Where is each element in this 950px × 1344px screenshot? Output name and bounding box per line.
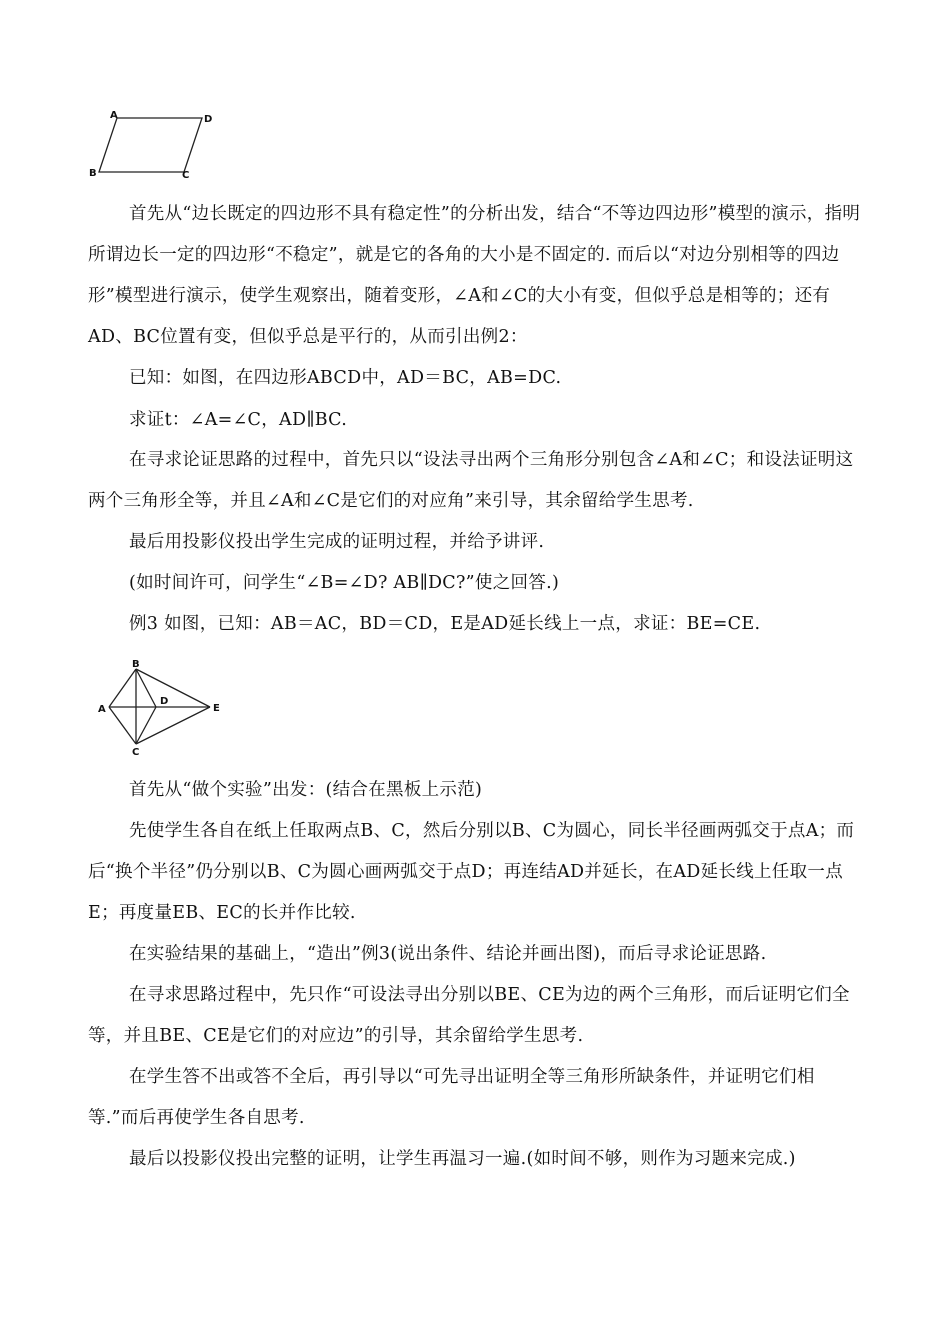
paragraph-experiment: 首先从“做个实验”出发：(结合在黑板上示范) [129,780,483,800]
paragraph-given-2: 已知：如图，在四边形ABCD中，AD＝BC，AB=DC. [129,368,562,388]
paragraph-question: (如时间许可，问学生“∠B=∠D? AB∥DC?”使之回答.) [129,573,560,593]
paragraph-steps: 先使学生各自在纸上任取两点B、C，然后分别以B、C为圆心，同长半径画两弧交于点A；而后“换个半径”仍分别以B、C为圆心画两弧交于点D；再连结AD并延长，在AD延长线上任取一点E；再度量EB、EC的长并作比较. [88,821,855,923]
label-d: D [204,114,213,125]
label-a: A [110,110,118,121]
label-d: D [160,696,169,707]
paragraph-construct: 在实验结果的基础上，“造出”例3(说出条件、结论并画出图)，而后寻求论证思路. [129,944,767,964]
label-b: B [132,659,140,670]
segment-ac [109,707,136,744]
label-c: C [132,747,140,756]
parallelogram-shape [99,118,202,172]
paragraph-example-3: 例3 如图，已知：AB＝AC，BD＝CD，E是AD延长线上一点，求证：BE=CE. [129,614,761,634]
paragraph-guide: 在学生答不出或答不全后，再引导以“可先寻出证明全等三角形所缺条件，并证明它们相等.”而后再使学生各自思考. [88,1067,815,1128]
paragraph-projector-1: 最后用投影仪投出学生完成的证明过程，并给予讲评. [129,532,545,552]
parallelogram-figure [86,108,226,180]
paragraph-proof-idea-2: 在寻求论证思路的过程中，首先只以“设法寻出两个三角形分别包含∠A和∠C；和设法证明这两个三角形全等，并且∠A和∠C是它们的对应角”来引导，其余留给学生思考. [88,450,854,511]
kite-figure [92,656,232,756]
label-e: E [213,703,220,714]
label-b: B [89,168,97,179]
paragraph-analysis: 首先从“边长既定的四边形不具有稳定性”的分析出发，结合“不等边四边形”模型的演示，指明所谓边长一定的四边形“不稳定”，就是它的各角的大小是不固定的. 而后以“对边分别相等的四边形”模型进行演示，使学生观察出，随着变形，∠A和∠C的大小有变，但似乎总是相等的；还有AD、BC位置有变，但似乎总是平行的，从而引出例2： [88,204,861,347]
segment-be [136,669,210,707]
paragraph-prove-2: 求证t：∠A=∠C，AD∥BC. [129,410,348,430]
label-a: A [98,704,106,715]
paragraph-proof-idea-3: 在寻求思路过程中，先只作“可设法寻出分别以BE、CE为边的两个三角形，而后证明它们全等，并且BE、CE是它们的对应边”的引导，其余留给学生思考. [88,985,850,1046]
label-c: C [182,170,190,180]
segment-ab [109,669,136,707]
paragraph-projector-2: 最后以投影仪投出完整的证明，让学生再温习一遍.(如时间不够，则作为习题来完成.) [129,1149,796,1169]
segment-ce [136,707,210,744]
